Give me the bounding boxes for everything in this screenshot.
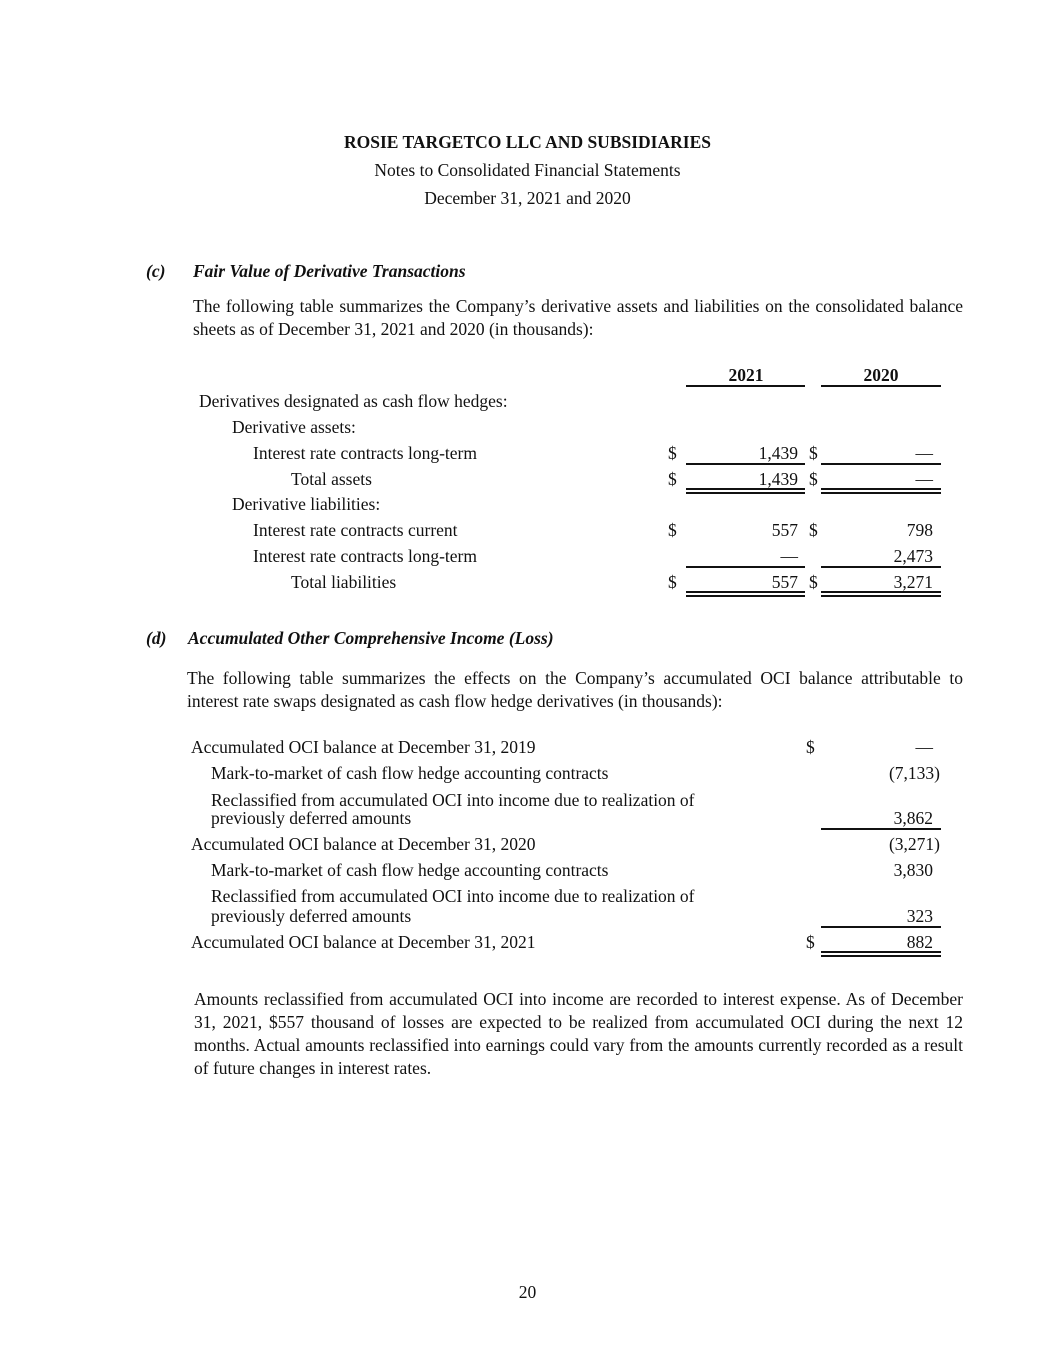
subtotal-rule [686, 566, 805, 568]
header-underline [686, 385, 805, 387]
value-2020: 798 [906, 520, 933, 540]
currency-symbol: $ [809, 469, 818, 489]
closing-paragraph: Amounts reclassified from accumulated OCI into income are recorded to interest expense. As of December 31, 2021, $557 thousand of losses are expected to be realized from accumulated OCI during the next 12 months. Actual amounts reclassified into earnings could vary from the amounts currently recorded as a result of future changes in interest rates. [194, 989, 963, 1078]
subtotal-rule [821, 463, 941, 465]
oci-value: (3,271) [888, 834, 940, 854]
table-row-label: Interest rate contracts long-term [253, 546, 477, 566]
subtotal-rule [821, 828, 941, 830]
table-row-label: Mark-to-market of cash flow hedge accounting contracts [211, 763, 609, 783]
currency-symbol: $ [809, 520, 818, 540]
section-d-marker: (d) [146, 628, 167, 648]
oci-value: 323 [906, 906, 933, 926]
oci-value: 3,862 [893, 808, 933, 828]
subtotal-rule [821, 566, 941, 568]
total-double-rule [821, 488, 941, 494]
table-row-label: Derivative assets: [232, 417, 356, 437]
total-double-rule [821, 591, 941, 597]
currency-symbol: $ [668, 520, 677, 540]
value-2021: 1,439 [758, 443, 798, 463]
table-row-label: Reclassified from accumulated OCI into income due to realization of [211, 790, 695, 810]
section-d-title: Accumulated Other Comprehensive Income (Loss) [188, 628, 554, 648]
currency-symbol: $ [809, 443, 818, 463]
table-row-label: Total assets [291, 469, 372, 489]
table-row-label: Total liabilities [291, 572, 397, 592]
column-header-2021: 2021 [728, 365, 764, 385]
table-row-label: Derivatives designated as cash flow hedges: [199, 391, 508, 411]
table-row-label: Interest rate contracts long-term [253, 443, 477, 463]
section-d-intro: The following table summarizes the effects on the Company’s accumulated OCI balance attributable to interest rate swaps designated as cash flow hedge derivatives (in thousands): [187, 668, 963, 711]
oci-value: — [915, 737, 933, 757]
header-underline [821, 385, 941, 387]
currency-symbol: $ [668, 443, 677, 463]
oci-value: (7,133) [888, 763, 940, 783]
table-row-label: Derivative liabilities: [232, 494, 381, 514]
table-row-label: Reclassified from accumulated OCI into income due to realization of [211, 886, 695, 906]
currency-symbol: $ [809, 572, 818, 592]
company-name: ROSIE TARGETCO LLC AND SUBSIDIARIES [344, 132, 711, 152]
value-2020: 3,271 [893, 572, 933, 592]
subtotal-rule [821, 926, 941, 928]
table-row-label: Mark-to-market of cash flow hedge accounting contracts [211, 860, 609, 880]
table-row-label: Accumulated OCI balance at December 31, 2020 [191, 834, 536, 854]
table-row-label-continued: previously deferred amounts [211, 906, 412, 926]
document-subtitle: Notes to Consolidated Financial Statements [374, 160, 681, 180]
table-row-label-continued: previously deferred amounts [211, 808, 412, 828]
column-header-2020: 2020 [863, 365, 899, 385]
table-row-label: Accumulated OCI balance at December 31, 2019 [191, 737, 536, 757]
section-c-intro: The following table summarizes the Company’s derivative assets and liabilities on the consolidated balance sheets as of December 31, 2021 and 2020 (in thousands): [193, 296, 963, 339]
table-row-label: Accumulated OCI balance at December 31, 2021 [191, 932, 536, 952]
page-number: 20 [518, 1282, 537, 1302]
table-row-label: Interest rate contracts current [253, 520, 458, 540]
oci-value: 882 [906, 932, 933, 952]
document-date: December 31, 2021 and 2020 [424, 188, 631, 208]
value-2020: — [915, 469, 933, 489]
section-c-marker: (c) [146, 261, 166, 281]
currency-symbol: $ [806, 932, 815, 952]
value-2020: — [915, 443, 933, 463]
value-2021: 1,439 [758, 469, 798, 489]
subtotal-rule [686, 463, 805, 465]
value-2020: 2,473 [893, 546, 933, 566]
currency-symbol: $ [806, 737, 815, 757]
total-double-rule [686, 591, 805, 597]
value-2021: 557 [771, 520, 798, 540]
currency-symbol: $ [668, 572, 677, 592]
section-c-title: Fair Value of Derivative Transactions [193, 261, 466, 281]
value-2021: — [780, 546, 798, 566]
value-2021: 557 [771, 572, 798, 592]
total-double-rule [821, 951, 941, 957]
currency-symbol: $ [668, 469, 677, 489]
total-double-rule [686, 488, 805, 494]
oci-value: 3,830 [893, 860, 933, 880]
